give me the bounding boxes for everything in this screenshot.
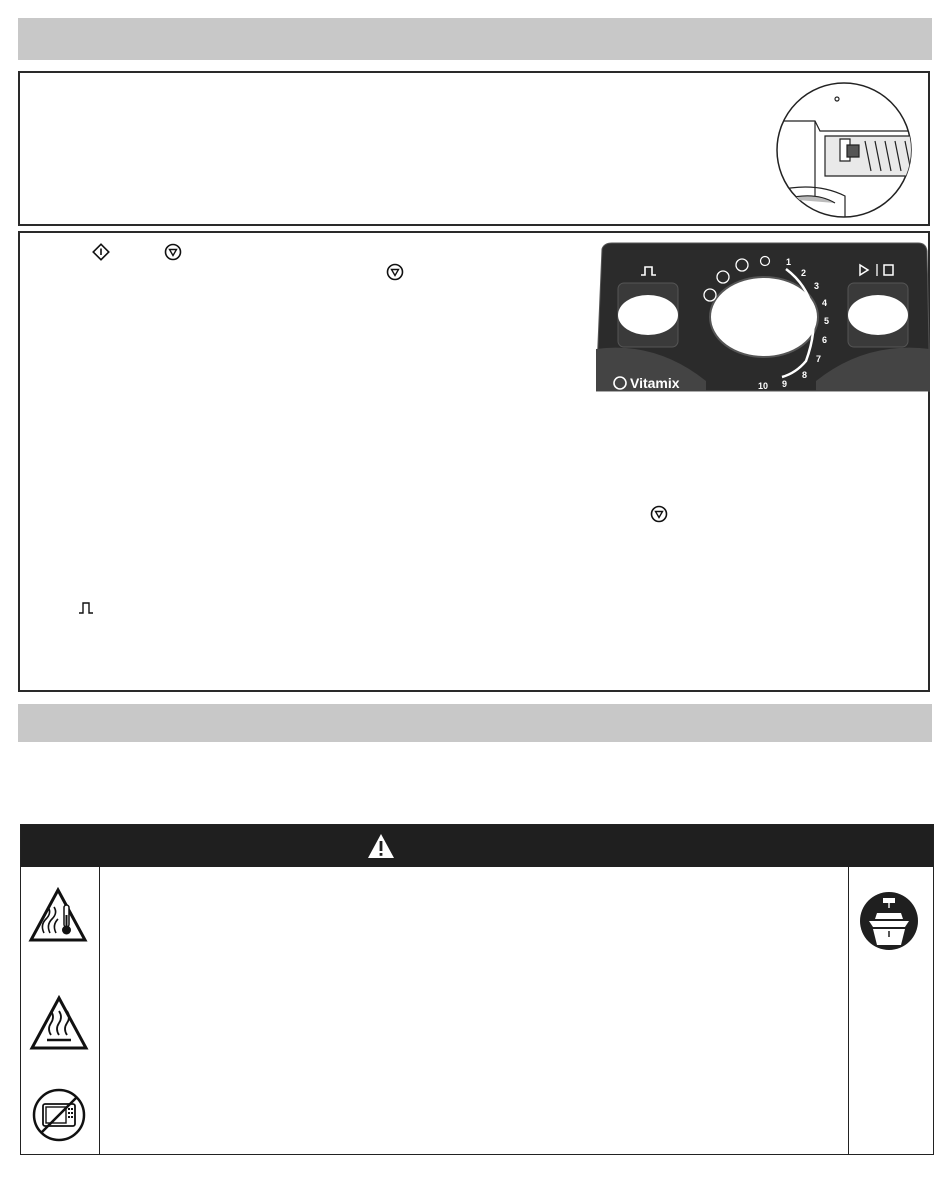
- dial-number: 9: [782, 379, 788, 389]
- info-box-top: [18, 71, 930, 226]
- motor-base-detail-illustration: [775, 81, 913, 219]
- dial-number: 1: [786, 257, 792, 267]
- dial-number: 8: [802, 370, 808, 380]
- section-heading-bar-2: [18, 704, 932, 742]
- lid-plug-icon: [859, 891, 919, 951]
- diamond-power-icon: [92, 243, 110, 261]
- no-microwave-icon: [31, 1087, 87, 1143]
- warning-icon-column: [21, 867, 100, 1154]
- dial-number: 10: [758, 381, 769, 391]
- dial-number: 6: [822, 335, 828, 345]
- hot-surface-icon: [29, 995, 89, 1051]
- circle-down-triangle-icon: [386, 263, 404, 281]
- section-heading-bar: [18, 18, 932, 60]
- circle-down-triangle-icon: [164, 243, 182, 261]
- warning-box: [20, 824, 934, 1155]
- warning-header: [21, 825, 933, 867]
- dial-number: 4: [822, 298, 828, 308]
- controls-box: [18, 231, 930, 692]
- pulse-wave-icon: [78, 601, 94, 615]
- control-panel-illustration: [596, 241, 930, 393]
- hot-liquid-thermometer-icon: [28, 887, 88, 943]
- dial-number: 2: [801, 268, 807, 278]
- circle-down-triangle-icon: [650, 505, 668, 523]
- dial-number: 5: [824, 316, 830, 326]
- warning-triangle-icon: [366, 832, 396, 860]
- brand-name: Vitamix: [630, 375, 680, 391]
- warning-right-column: [848, 867, 933, 1154]
- dial-number: 7: [816, 354, 822, 364]
- dial-number: 3: [814, 281, 820, 291]
